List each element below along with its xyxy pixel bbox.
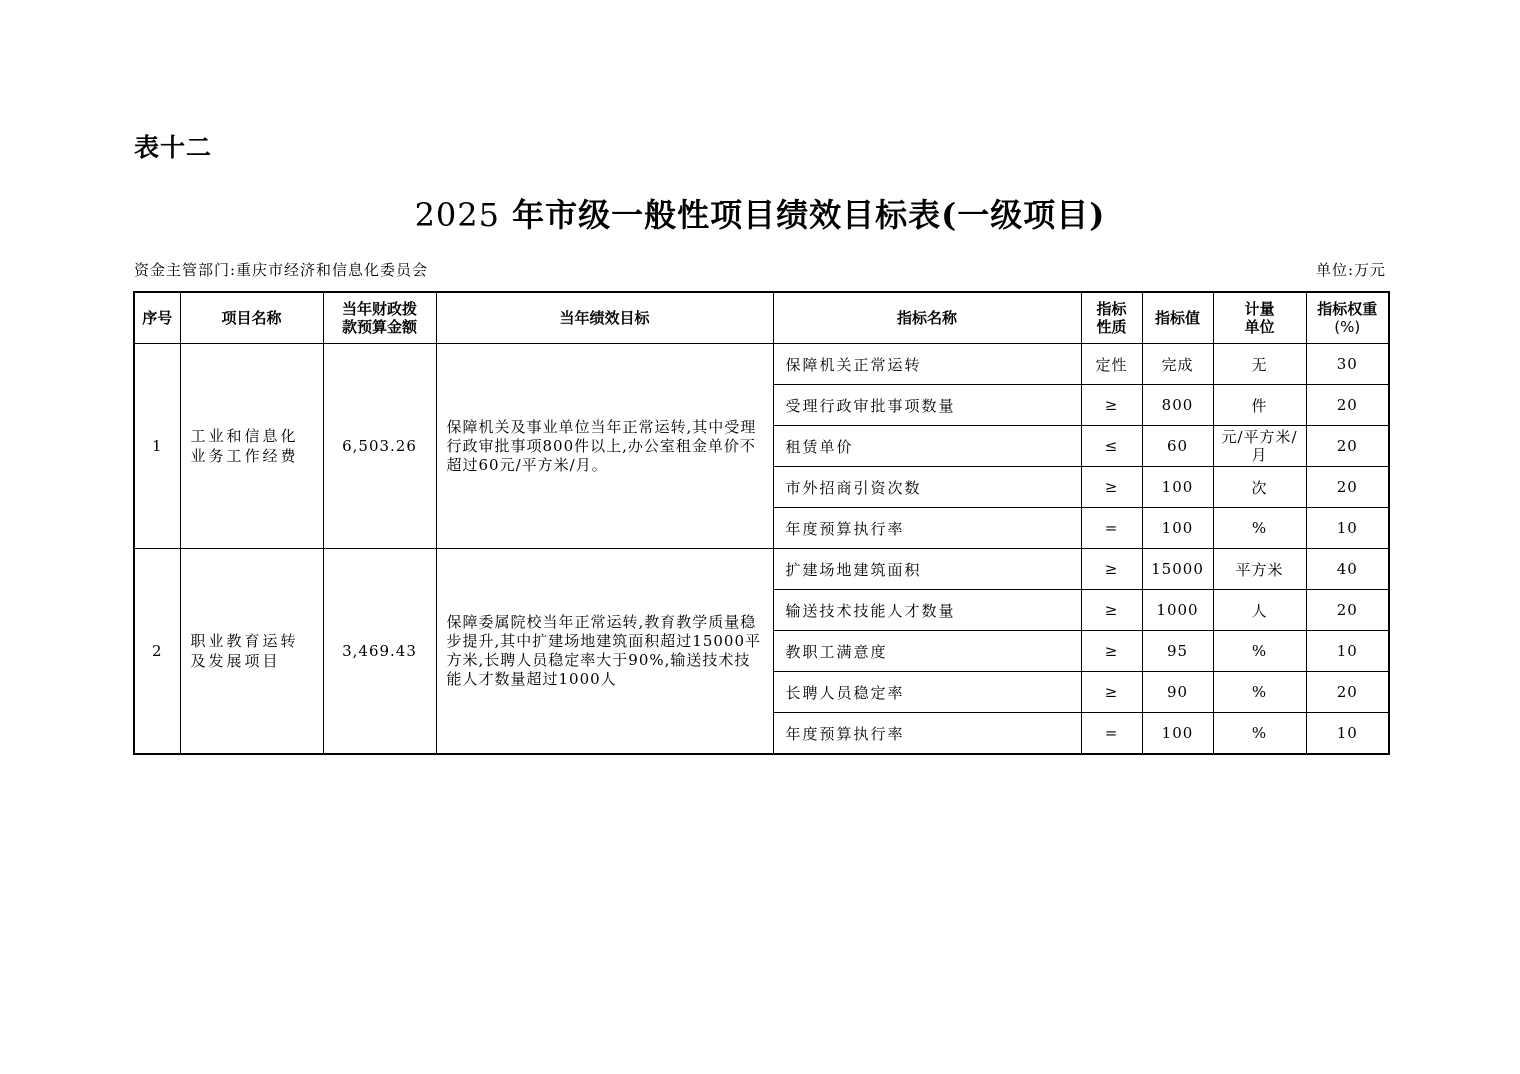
indicator-value: 100: [1142, 467, 1213, 508]
indicator-nature: ≥: [1081, 672, 1142, 713]
indicator-nature: =: [1081, 713, 1142, 755]
project-budget: 6,503.26: [323, 344, 436, 549]
indicator-name: 保障机关正常运转: [773, 344, 1081, 385]
indicator-weight: 40: [1306, 549, 1389, 590]
header-goal: 当年绩效目标: [436, 292, 773, 344]
indicator-nature: =: [1081, 508, 1142, 549]
indicator-unit: %: [1213, 508, 1306, 549]
project-name: 工业和信息化业务工作经费: [180, 344, 323, 549]
indicator-weight: 10: [1306, 631, 1389, 672]
indicator-unit: %: [1213, 631, 1306, 672]
indicator-weight: 20: [1306, 426, 1389, 467]
indicator-name: 租赁单价: [773, 426, 1081, 467]
indicator-value: 15000: [1142, 549, 1213, 590]
project-goal: 保障机关及事业单位当年正常运转,其中受理行政审批事项800件以上,办公室租金单价不超过60元/平方米/月。: [436, 344, 773, 549]
indicator-unit: 人: [1213, 590, 1306, 631]
indicator-nature: ≤: [1081, 426, 1142, 467]
title-text: 年市级一般性项目绩效目标表(一级项目): [512, 196, 1106, 234]
indicator-name: 扩建场地建筑面积: [773, 549, 1081, 590]
header-value: 指标值: [1142, 292, 1213, 344]
indicator-weight: 30: [1306, 344, 1389, 385]
project-budget: 3,469.43: [323, 549, 436, 755]
indicator-value: 800: [1142, 385, 1213, 426]
indicator-nature: ≥: [1081, 549, 1142, 590]
indicator-value: 100: [1142, 713, 1213, 755]
header-indicator-name: 指标名称: [773, 292, 1081, 344]
header-unit-line2: 单位: [1244, 318, 1275, 336]
indicator-value: 60: [1142, 426, 1213, 467]
table-row: [134, 549, 1389, 590]
indicator-unit: %: [1213, 672, 1306, 713]
indicator-nature: ≥: [1081, 631, 1142, 672]
header-unit-line1: 计量: [1244, 300, 1275, 318]
header-weight: [1306, 292, 1389, 344]
indicator-unit: 无: [1213, 344, 1306, 385]
header-weight-line1: 指标权重: [1317, 300, 1378, 318]
indicator-name: 市外招商引资次数: [773, 467, 1081, 508]
header-budget: [323, 292, 436, 344]
indicator-name: 教职工满意度: [773, 631, 1081, 672]
indicator-nature: ≥: [1081, 467, 1142, 508]
header-budget-line1: 当年财政拨: [341, 300, 417, 318]
indicator-weight: 20: [1306, 467, 1389, 508]
header-weight-line2: (%): [1334, 318, 1361, 336]
indicator-weight: 10: [1306, 508, 1389, 549]
header-nature-line1: 指标: [1096, 300, 1127, 318]
header-unit: [1213, 292, 1306, 344]
project-seq: 2: [134, 549, 180, 755]
indicator-weight: 20: [1306, 672, 1389, 713]
indicator-value: 100: [1142, 508, 1213, 549]
table-number: 表十二: [134, 133, 213, 162]
header-budget-line2: 款预算金额: [341, 318, 417, 336]
header-seq: 序号: [134, 292, 180, 344]
project-seq: 1: [134, 344, 180, 549]
project-name: 职业教育运转及发展项目: [180, 549, 323, 755]
title-year: 2025: [414, 196, 500, 234]
indicator-weight: 10: [1306, 713, 1389, 755]
indicator-unit: 平方米: [1213, 549, 1306, 590]
table-row: [134, 344, 1389, 385]
header-project-name: 项目名称: [180, 292, 323, 344]
project-goal: 保障委属院校当年正常运转,教育教学质量稳步提升,其中扩建场地建筑面积超过15000平方米,长聘人员稳定率大于90%,输送技术技能人才数量超过1000人: [436, 549, 773, 755]
unit-label: 单位:万元: [1315, 261, 1386, 279]
indicator-name: 受理行政审批事项数量: [773, 385, 1081, 426]
header-row: [134, 292, 1389, 344]
indicator-name: 年度预算执行率: [773, 508, 1081, 549]
indicator-nature: ≥: [1081, 590, 1142, 631]
indicator-name: 长聘人员稳定率: [773, 672, 1081, 713]
performance-table: [133, 291, 1390, 755]
indicator-value: 完成: [1142, 344, 1213, 385]
indicator-nature: 定性: [1081, 344, 1142, 385]
indicator-unit: 元/平方米/月: [1213, 426, 1306, 467]
indicator-weight: 20: [1306, 385, 1389, 426]
indicator-name: 输送技术技能人才数量: [773, 590, 1081, 631]
indicator-nature: ≥: [1081, 385, 1142, 426]
header-nature: [1081, 292, 1142, 344]
indicator-name: 年度预算执行率: [773, 713, 1081, 755]
department-label: 资金主管部门:重庆市经济和信息化委员会: [134, 261, 429, 279]
indicator-unit: 件: [1213, 385, 1306, 426]
indicator-unit: 次: [1213, 467, 1306, 508]
document-title: [0, 190, 1520, 236]
indicator-value: 95: [1142, 631, 1213, 672]
header-nature-line2: 性质: [1096, 318, 1127, 336]
indicator-value: 1000: [1142, 590, 1213, 631]
indicator-weight: 20: [1306, 590, 1389, 631]
indicator-value: 90: [1142, 672, 1213, 713]
indicator-unit: %: [1213, 713, 1306, 755]
